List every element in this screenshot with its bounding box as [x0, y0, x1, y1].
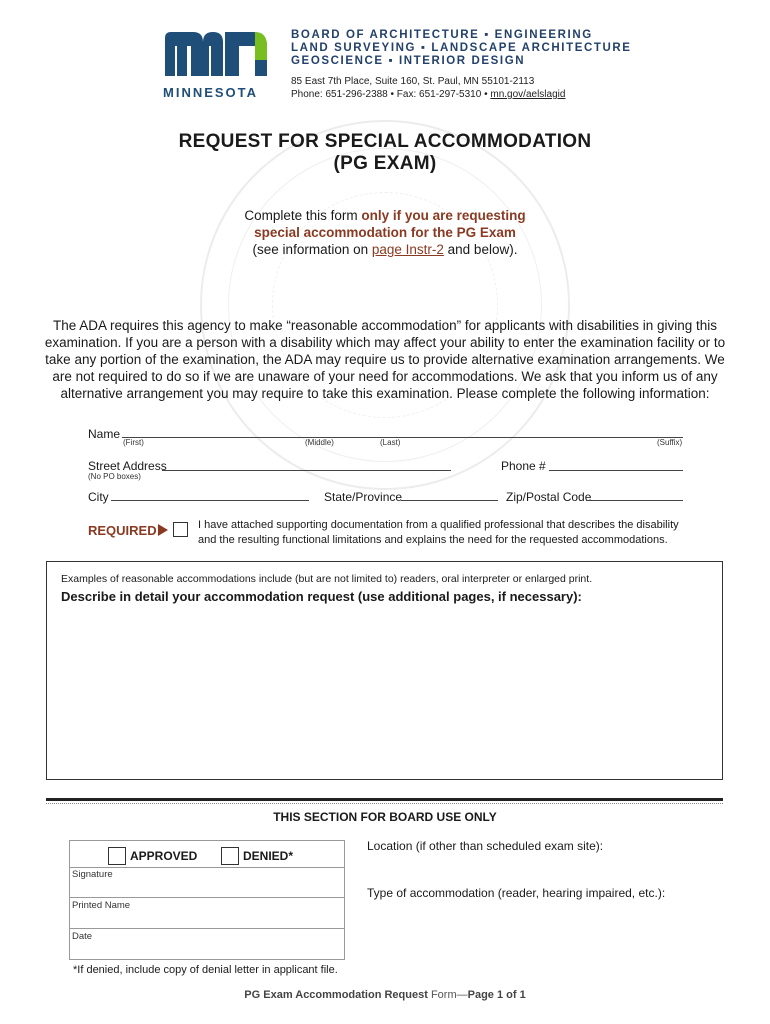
denied-label: DENIED* — [243, 849, 294, 863]
board-contact — [291, 88, 565, 101]
examples-text: Examples of reasonable accommodations include (but are not limited to) readers, oral interpreter or enlarged print. — [61, 573, 593, 585]
attach-line-1: I have attached supporting documentation from a qualified professional that describes the disability — [198, 519, 679, 531]
ada-line: take any portion of the examination, the ADA may require us to provide alternative examination arrangements. We — [45, 352, 725, 367]
board-line-2: LAND SURVEYING ▪ LANDSCAPE ARCHITECTURE — [291, 42, 632, 54]
approval-divider — [70, 867, 344, 868]
board-section-title: THIS SECTION FOR BOARD USE ONLY — [273, 810, 497, 824]
footer-form-name: PG Exam Accommodation Request — [244, 989, 428, 1001]
page-subtitle: (PG EXAM) — [333, 153, 437, 174]
ada-line: The ADA requires this agency to make “reasonable accommodation” for applicants with disabilities in giving this — [52, 318, 718, 333]
mn-logo-mark — [163, 30, 269, 78]
location-label: Location (if other than scheduled exam site): — [367, 839, 604, 853]
approved-checkbox[interactable] — [108, 847, 126, 865]
printed-name-field[interactable] — [70, 928, 344, 929]
footer-form-word: Form— — [427, 989, 468, 1001]
section-divider — [46, 798, 723, 801]
intro-text-3: and below). — [443, 242, 518, 257]
approved-label: APPROVED — [130, 849, 198, 863]
attach-line-2: and the resulting functional limitations and explains the need for the requested accommodations. — [198, 534, 668, 546]
attach-statement — [198, 518, 679, 548]
intro-emphasis-1: only if you are requesting — [361, 208, 526, 223]
phone-fax: Phone: 651-296-2388 • Fax: 651-297-5310 • — [291, 89, 491, 100]
intro-line-1 — [0, 208, 770, 223]
ada-line: are not required to do so if we are unaware of your need for accommodations. We ask that you inform us of any — [52, 369, 718, 384]
zip-field[interactable] — [586, 500, 683, 501]
name-label: Name — [88, 427, 121, 441]
documentation-checkbox[interactable] — [173, 522, 188, 537]
accommodation-description-input[interactable] — [59, 608, 713, 772]
page-footer — [0, 989, 770, 1001]
state-field[interactable] — [401, 500, 498, 501]
footer-page-number: Page 1 of 1 — [467, 989, 526, 1001]
zip-label: Zip/Postal Code — [506, 490, 592, 504]
board-line-3: GEOSCIENCE ▪ INTERIOR DESIGN — [291, 55, 526, 67]
intro-text: Complete this form — [244, 208, 362, 223]
ada-line: alternative arrangement you may require to take this examination. Please complete the following information: — [60, 386, 710, 401]
no-po-boxes-hint: (No PO boxes) — [88, 472, 141, 481]
page-title: REQUEST FOR SPECIAL ACCOMMODATION — [178, 131, 592, 152]
board-line-1: BOARD OF ARCHITECTURE ▪ ENGINEERING — [291, 29, 593, 41]
denial-note: *If denied, include copy of denial letter in applicant file. — [73, 964, 338, 976]
board-address: 85 East 7th Place, Suite 160, St. Paul, MN 55101-2113 — [291, 76, 535, 87]
date-label: Date — [72, 931, 93, 942]
city-label: City — [88, 490, 109, 504]
intro-emphasis-2: special accommodation for the PG Exam — [254, 225, 516, 240]
printed-name-label: Printed Name — [72, 900, 131, 911]
name-field[interactable] — [122, 437, 683, 438]
last-name-hint: (Last) — [380, 438, 401, 447]
board-name — [291, 29, 632, 68]
street-address-field[interactable] — [162, 470, 451, 471]
minnesota-logo — [163, 30, 269, 100]
instr-2-link[interactable]: page Instr-2 — [371, 242, 444, 257]
state-label: State/Province — [324, 490, 403, 504]
accommodation-type-label: Type of accommodation (reader, hearing impaired, etc.): — [367, 886, 666, 900]
section-divider-dotted — [46, 803, 723, 804]
first-name-hint: (First) — [123, 438, 144, 447]
city-field[interactable] — [111, 500, 309, 501]
intro-line-3 — [0, 242, 770, 257]
required-label: REQUIRED! — [88, 523, 161, 538]
approval-box — [69, 840, 345, 960]
logo-wordmark: MINNESOTA — [163, 85, 259, 100]
street-address-label: Street Address — [88, 459, 167, 473]
middle-name-hint: (Middle) — [305, 438, 334, 447]
signature-field[interactable] — [70, 897, 344, 898]
ada-paragraph — [40, 317, 730, 402]
denied-checkbox[interactable] — [221, 847, 239, 865]
phone-field[interactable] — [549, 470, 683, 471]
state-seal-watermark — [200, 120, 570, 490]
suffix-hint: (Suffix) — [657, 438, 683, 447]
description-heading: Describe in detail your accommodation request (use additional pages, if necessary): — [61, 589, 582, 604]
ada-line: examination. If you are a person with a disability which may affect your ability to enter the examination facility or to — [44, 335, 726, 350]
arrow-right-icon — [158, 524, 168, 536]
website-link[interactable]: mn.gov/aelslagid — [490, 89, 566, 100]
intro-text-2: (see information on — [252, 242, 372, 257]
description-box — [46, 561, 723, 780]
signature-label: Signature — [72, 869, 113, 880]
phone-label: Phone # — [501, 459, 546, 473]
